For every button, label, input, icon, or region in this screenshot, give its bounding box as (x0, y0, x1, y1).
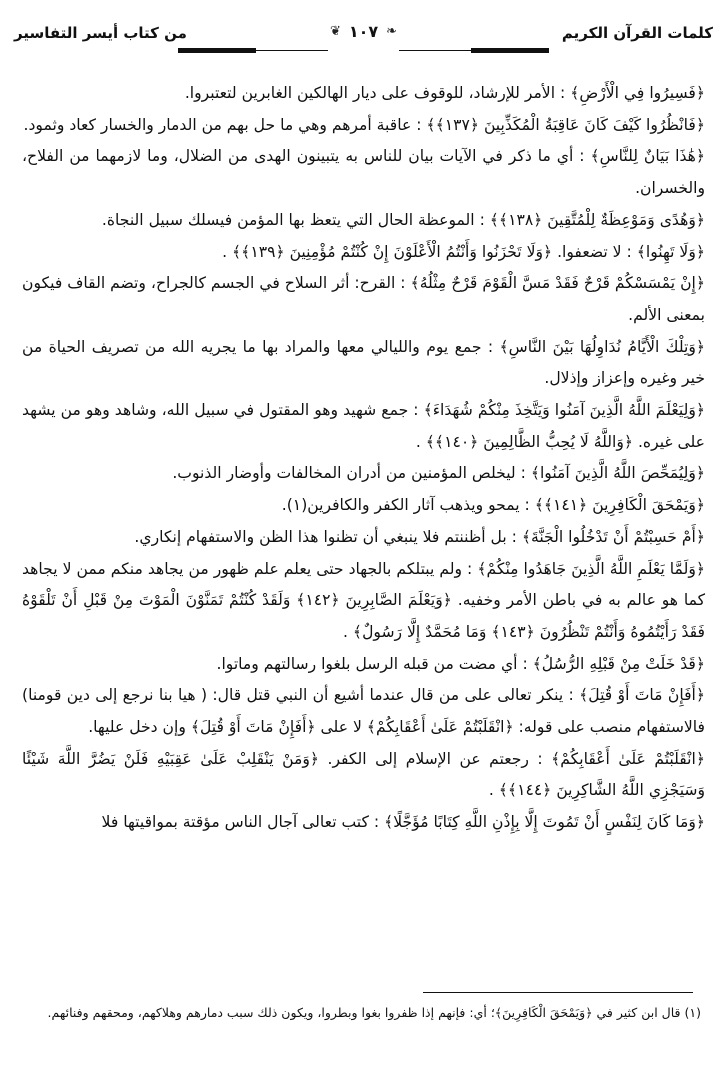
paragraph: ﴿وَتِلْكَ الْأَيَّامُ نُدَاوِلُهَا بَيْنَ النَّاسِ﴾ : جمع يوم والليالي معها والمراد بها ما يجريه الله من تصريف الحياة من خير وغيره وإعزاز وإذلال. (22, 337, 705, 388)
ornament-right-icon: ❧ (386, 24, 398, 39)
paragraph: ﴿وَمَا كَانَ لِنَفْسٍ أَنْ تَمُوتَ إِلَّا بِإِذْنِ اللَّهِ كِتَابًا مُؤَجَّلًا﴾ : كتب تعالى آجال الناس مؤقتة بمواقيتها فلا (101, 813, 705, 832)
paragraph: ﴿فَسِيرُوا فِي الْأَرْضِ﴾ : الأمر للإرشاد، للوقوف على ديار الهالكين الغابرين لتعتبروا. (184, 84, 705, 102)
paragraph: ﴿أَفَإِنْ مَاتَ أَوْ قُتِلَ﴾ : ينكر تعالى على من قال عندما أشيع أن النبي قتل قال: ( هيا بنا نرجع إلى دين قومنا) فالاستفهام منصب على قوله: ﴿انْقَلَبْتُمْ عَلَىٰ أَعْقَابِكُمْ﴾ لا على ﴿أَفَإِنْ مَاتَ أَوْ قُتِلَ﴾ وإن دخل عليها. (22, 686, 705, 737)
paragraph: ﴿أَمْ حَسِبْتُمْ أَنْ تَدْخُلُوا الْجَنَّةَ﴾ : بل أظننتم فلا ينبغي أن تظنوا هذا الظن والاستفهام إنكاري. (134, 527, 705, 546)
paragraph: ﴿إِنْ يَمْسَسْكُمْ قَرْحٌ فَقَدْ مَسَّ الْقَوْمَ قَرْحٌ مِثْلُهُ﴾ : القرح: أثر السلاح في الجسم كالجراح، وتضم القاف فيكون بمعنى الألم. (22, 274, 705, 324)
paragraph: ﴿قَدْ خَلَتْ مِنْ قَبْلِهِ الرُّسُلُ﴾ : أي مضت من قبله الرسل بلغوا رسالتهم وماتوا. (216, 654, 705, 673)
running-title: كلمات القرآن الكريم (561, 24, 713, 42)
page-header (14, 18, 713, 52)
paragraph: ﴿وَلِيُمَحِّصَ اللَّهُ الَّذِينَ آمَنُوا﴾ : ليخلص المؤمنين من أدران المخالفات وأوضار الذنوب. (172, 464, 705, 483)
ornament-left-icon: ❦ (329, 24, 341, 39)
header-rule-right (471, 48, 549, 53)
paragraph: ﴿وَهُدًى وَمَوْعِظَةٌ لِلْمُتَّقِينَ ﴿١٣٨﴾﴾ : الموعظة الحال التي يتعظ بها المؤمن فيسلك سبيل النجاة. (101, 210, 705, 229)
header-rule-right-thin (399, 50, 471, 51)
header-rule-left-thin (256, 50, 328, 51)
paragraph: ﴿هَٰذَا بَيَانٌ لِلنَّاسِ﴾ : أي ما ذكر في الآيات بيان للناس به يتبينون الهدى من الضلال، وما لازمهما من الفلاح، والخسران. (22, 147, 705, 198)
page-number: ١٠٧ (348, 22, 379, 41)
page-number-ornament (330, 22, 397, 41)
footnote: (١) قال ابن كثير في ﴿وَيَمْحَقَ الْكَافِرِينَ﴾؛ أي: فإنهم إذا ظفروا بغوا وبطروا، ويكون ذلك سبب دمارهم وهلاكهم، ومحقهم وفنائهم. (47, 1005, 701, 1020)
paragraph: ﴿وَلِيَعْلَمَ اللَّهُ الَّذِينَ آمَنُوا وَيَتَّخِذَ مِنْكُمْ شُهَدَاءَ﴾ : جمع شهيد وهو المقتول في سبيل الله، وشاهد وهو من يشهد على غيره. ﴿وَاللَّهُ لَا يُحِبُّ الظَّالِمِينَ ﴿١٤٠﴾﴾ . (22, 401, 705, 451)
paragraph: ﴿فَانْظُرُوا كَيْفَ كَانَ عَاقِبَةُ الْمُكَذِّبِينَ ﴿١٣٧﴾﴾ : عاقبة أمرهم وهي ما حل بهم من الدمار والخسار كعاد وثمود. (23, 115, 705, 134)
footnote-separator (423, 992, 693, 993)
paragraph: ﴿وَيَمْحَقَ الْكَافِرِينَ ﴿١٤١﴾﴾ : يمحو ويذهب آثار الكفر والكافرين(١). (281, 496, 705, 515)
paragraph: ﴿انْقَلَبْتُمْ عَلَىٰ أَعْقَابِكُمْ﴾ : رجعتم عن الإسلام إلى الكفر. ﴿وَمَنْ يَنْقَلِبْ عَلَىٰ عَقِبَيْهِ فَلَنْ يَضُرَّ اللَّهَ شَيْئًا وَسَيَجْزِي اللَّهُ الشَّاكِرِينَ ﴿١٤٤﴾﴾ . (22, 749, 705, 800)
page-body (22, 78, 705, 839)
header-rule-left (178, 48, 256, 53)
book-source-title: من كتاب أيسر التفاسير (14, 24, 187, 42)
paragraph: ﴿وَلَا تَهِنُوا﴾ : لا تضعفوا. ﴿وَلَا تَحْزَنُوا وَأَنْتُمُ الْأَعْلَوْنَ إِنْ كُنْتُمْ مُؤْمِنِينَ ﴿١٣٩﴾﴾ . (222, 242, 705, 261)
paragraph: ﴿وَلَمَّا يَعْلَمِ اللَّهُ الَّذِينَ جَاهَدُوا مِنْكُمْ﴾ : ولم يبتلكم بالجهاد حتى يعلم علم ظهور من يجاهد منكم ممن لا يجاهد كما هو عالم به في باطن الأمر وخفيه. ﴿وَيَعْلَمَ الصَّابِرِينَ ﴿١٤٢﴾ وَلَقَدْ كُنْتُمْ تَمَنَّوْنَ الْمَوْتَ مِنْ قَبْلِ أَنْ تَلْقَوْهُ فَقَدْ رَأَيْتُمُوهُ وَأَنْتُمْ تَنْظُرُونَ ﴿١٤٣﴾ وَمَا مُحَمَّدٌ إِلَّا رَسُولٌ﴾ . (22, 559, 706, 641)
